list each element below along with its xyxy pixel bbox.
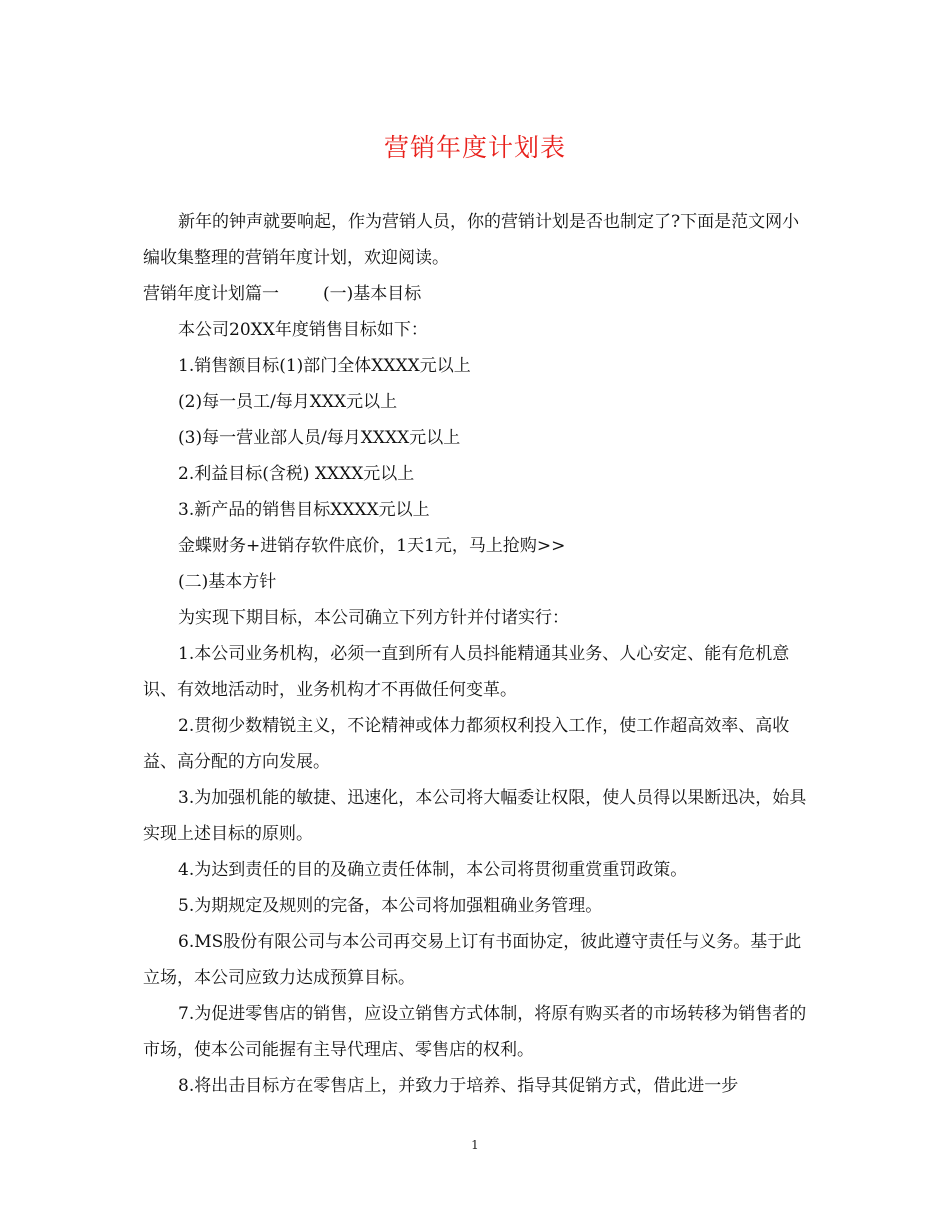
paragraph-profit-target: 2.利益目标(含税) XXXX元以上: [178, 464, 415, 484]
page-title: 营销年度计划表: [383, 133, 566, 162]
paragraph-policy-intro: 为实现下期目标，本公司确立下列方针并付诸实行：: [178, 608, 569, 628]
policy-item-4: 4.为达到责任的目的及确立责任体制，本公司将贯彻重赏重罚政策。: [178, 860, 688, 880]
policy-item-5: 5.为期规定及规则的完备，本公司将加强粗确业务管理。: [178, 896, 603, 916]
policy-item-8: 8.将出击目标方在零售店上，并致力于培养、指导其促销方式，借此进一步: [178, 1076, 739, 1096]
paragraph-sales-target-3: (3)每一营业部人员/每月XXXX元以上: [178, 428, 461, 448]
policy-item-3: 3.为加强机能的敏捷、迅速化，本公司将大幅委让权限，使人员得以果断迅决，始具实现上述目标的原则。: [143, 788, 807, 844]
document-body: [143, 204, 807, 1104]
promo-link[interactable]: 金蝶财务+进销存软件底价，1天1元，马上抢购>>: [178, 536, 566, 556]
paragraph-new-product-target: 3.新产品的销售目标XXXX元以上: [178, 500, 430, 520]
intro-paragraph: 新年的钟声就要响起，作为营销人员，你的营销计划是否也制定了?下面是范文网小编收集整理的营销年度计划，欢迎阅读。: [143, 212, 800, 268]
policy-item-6: 6.MS股份有限公司与本公司再交易上订有书面协定，彼此遵守责任与义务。基于此立场，本公司应致力达成预算目标。: [143, 932, 802, 988]
section-heading-subtitle: (一)基本目标: [323, 284, 422, 304]
policy-item-1: 1.本公司业务机构，必须一直到所有人员抖能精通其业务、人心安定、能有危机意识、有效地活动时，业务机构才不再做任何变革。: [143, 644, 790, 700]
paragraph-sales-target-2: (2)每一员工/每月XXX元以上: [178, 392, 398, 412]
subheading-basic-policy: (二)基本方针: [178, 572, 277, 592]
section-heading: [143, 276, 807, 312]
page-number: 1: [471, 1138, 479, 1152]
paragraph-sales-target-1: 1.销售额目标(1)部门全体XXXX元以上: [178, 356, 471, 376]
policy-item-7: 7.为促进零售店的销售，应设立销售方式体制，将原有购买者的市场转移为销售者的市场，使本公司能握有主导代理店、零售店的权利。: [143, 1004, 807, 1060]
section-heading-label: 营销年度计划篇一: [143, 284, 279, 304]
paragraph-sales-target-intro: 本公司20XX年度销售目标如下：: [178, 320, 428, 340]
policy-item-2: 2.贯彻少数精锐主义，不论精神或体力都须权利投入工作，使工作超高效率、高收益、高分配的方向发展。: [143, 716, 790, 772]
